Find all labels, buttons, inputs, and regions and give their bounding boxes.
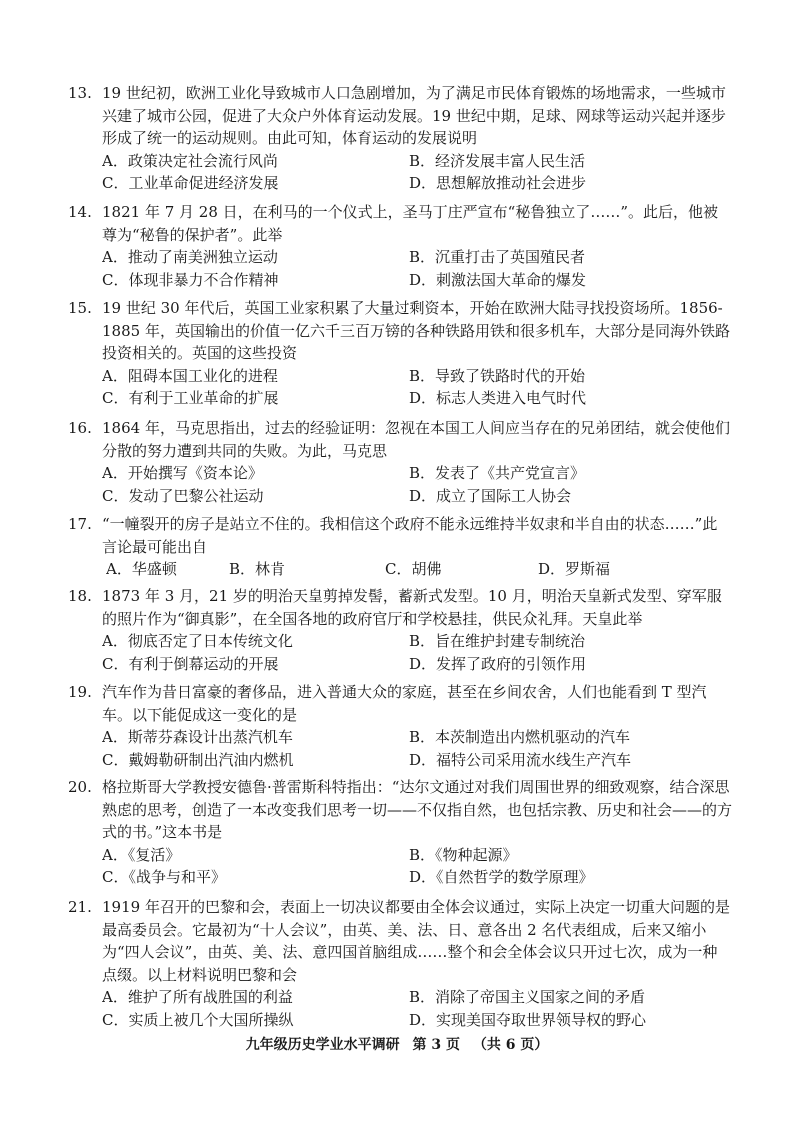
question-13 — [68, 82, 732, 195]
question-number: 20. — [68, 778, 92, 796]
option-b: B．林肯 — [229, 560, 286, 578]
question-text: 1873 年 3 月，21 岁的明治天皇剪掉发髻，蓄新式发型。10 月，明治天皇新式发型、穿军服的照片作为“御真影”，在全国各地的政府官厅和学校悬挂，供民众礼拜。天皇此举 — [102, 587, 722, 628]
question-text: 1864 年，马克思指出，过去的经验证明：忽视在本国工人间应当存在的兄弟团结，就会使他们分散的努力遭到共同的失败。为此，马克思 — [102, 419, 730, 460]
option-a: A．彻底否定了日本传统文化 — [102, 632, 293, 650]
option-list — [102, 558, 732, 581]
option-d: D．思想解放推动社会进步 — [409, 174, 587, 192]
option-d: D．《自然哲学的数学原理》 — [409, 868, 594, 886]
question-number: 17. — [68, 515, 92, 533]
option-d: D．成立了国际工人协会 — [409, 486, 572, 505]
option-d: D．罗斯福 — [538, 560, 611, 578]
option-d: D．实现美国夺取世界领导权的野心 — [409, 1010, 647, 1029]
option-b: B．本茨制造出内燃机驱动的汽车 — [409, 728, 631, 746]
question-stem — [68, 585, 732, 630]
question-stem — [68, 513, 732, 558]
option-c: C．戴姆勒研制出汽油内燃机 — [102, 750, 294, 769]
option-c: C．体现非暴力不合作精神 — [102, 270, 279, 289]
footer-total-pages: （共 6 页） — [472, 1037, 549, 1053]
question-text: 1821 年 7 月 28 日，在利马的一个仪式上，圣马丁庄严宣布“秘鲁独立了……”。此后，他被尊为“秘鲁的保护者”。此举 — [102, 203, 718, 244]
option-list — [102, 365, 732, 410]
option-d: D．福特公司采用流水线生产汽车 — [409, 750, 632, 769]
option-a: A．开始撰写《资本论》 — [102, 464, 263, 482]
option-list — [102, 246, 732, 291]
page-footer — [0, 1034, 794, 1054]
option-list — [102, 630, 732, 675]
option-list — [102, 844, 732, 889]
question-stem — [68, 776, 733, 844]
question-number: 18. — [68, 587, 92, 605]
option-list — [102, 726, 732, 771]
option-a: A．推动了南美洲独立运动 — [102, 248, 278, 266]
question-stem — [68, 201, 732, 246]
option-c: C．工业革命促进经济发展 — [102, 174, 279, 192]
question-number: 13. — [68, 84, 92, 102]
question-number: 15. — [68, 299, 92, 317]
option-c: C．有利于工业革命的扩展 — [102, 389, 279, 407]
option-b: B．《物种起源》 — [409, 845, 518, 864]
question-number: 16. — [68, 419, 92, 437]
question-18 — [68, 585, 732, 675]
question-17 — [68, 513, 732, 581]
footer-page-number: 第 3 页 — [412, 1037, 460, 1053]
question-number: 19. — [68, 683, 92, 701]
option-b: B．导致了铁路时代的开始 — [409, 366, 586, 385]
option-a: A．政策决定社会流行风尚 — [102, 151, 278, 170]
question-text: 1919 年召开的巴黎和会，表面上一切决议都要由全体会议通过，实际上决定一切重大问题的是最高委员会。它最初为“十人会议”，由英、美、法、日、意各出 2 名代表组成，后来又缩小为“四人会议”，由英、美、法、意四国首脑组成……整个和会全体会议只开过七次，成为一种点缀。以上材料说明巴黎和会 — [102, 898, 730, 984]
option-c: C．《战争与和平》 — [102, 868, 226, 886]
question-14 — [68, 201, 732, 291]
option-list — [102, 150, 732, 195]
question-number: 14. — [68, 203, 92, 221]
option-c: C．实质上被几个大国所操纵 — [102, 1010, 294, 1029]
option-c: C．有利于倒幕运动的开展 — [102, 654, 279, 673]
option-b: B．发表了《共产党宣言》 — [409, 464, 586, 482]
question-text: 19 世纪初，欧洲工业化导致城市人口急剧增加，为了满足市民体育锻炼的场地需求，一些城市兴建了城市公园，促进了大众户外体育运动发展。19 世纪中期，足球、网球等运动兴起并逐步形成了统一的运动规则。由此可知，体育运动的发展说明 — [102, 84, 726, 147]
option-list — [102, 986, 732, 1031]
question-stem — [68, 297, 732, 365]
option-a: A．华盛顿 — [106, 560, 177, 578]
option-d: D．刺激法国大革命的爆发 — [409, 270, 587, 289]
question-text: “一幢裂开的房子是站立不住的。我相信这个政府不能永远维持半奴隶和半自由的状态……”此言论最可能出自 — [102, 515, 718, 556]
option-a: A．斯蒂芬森设计出蒸汽机车 — [102, 728, 293, 746]
question-16 — [68, 417, 732, 507]
option-b: B．消除了帝国主义国家之间的矛盾 — [409, 988, 646, 1006]
footer-title: 九年级历史学业水平调研 — [245, 1037, 400, 1053]
question-text: 19 世纪 30 年代后，英国工业家积累了大量过剩资本，开始在欧洲大陆寻找投资场所。1856-1885 年，英国输出的价值一亿六千三百万镑的各种铁路用铁和很多机车，大部分是同海外铁路投资相关的。英国的这些投资 — [102, 299, 730, 362]
option-list — [102, 462, 732, 507]
option-d: D．标志人类进入电气时代 — [409, 389, 587, 407]
option-b: B．旨在维护封建专制统治 — [409, 632, 586, 650]
question-21 — [68, 896, 732, 1031]
option-b: B．沉重打击了英国殖民者 — [409, 248, 586, 266]
question-15 — [68, 297, 732, 410]
question-20 — [68, 776, 733, 889]
option-d: D．发挥了政府的引领作用 — [409, 654, 587, 673]
question-text: 格拉斯哥大学教授安德鲁·普雷斯科特指出：“达尔文通过对我们周围世界的细致观察，结合深思熟虑的思考，创造了一本改变我们思考一切——不仅指自然，也包括宗教、历史和社会——的方式的书。”这本书是 — [102, 778, 733, 841]
question-stem — [68, 82, 732, 150]
option-a: A．阻碍本国工业化的进程 — [102, 366, 278, 385]
option-b: B．经济发展丰富人民生活 — [409, 151, 586, 170]
option-a: A．《复活》 — [102, 845, 181, 864]
option-a: A．维护了所有战胜国的利益 — [102, 988, 293, 1006]
question-text: 汽车作为昔日富豪的奢侈品，进入普通大众的家庭，甚至在乡间农舍，人们也能看到 T 型汽车。以下能促成这一变化的是 — [102, 683, 707, 724]
question-stem — [68, 417, 732, 462]
option-c: C．发动了巴黎公社运动 — [102, 486, 264, 505]
question-stem — [68, 896, 732, 986]
option-c: C．胡佛 — [385, 560, 442, 578]
question-19 — [68, 681, 732, 771]
question-stem — [68, 681, 732, 726]
question-number: 21. — [68, 898, 92, 916]
